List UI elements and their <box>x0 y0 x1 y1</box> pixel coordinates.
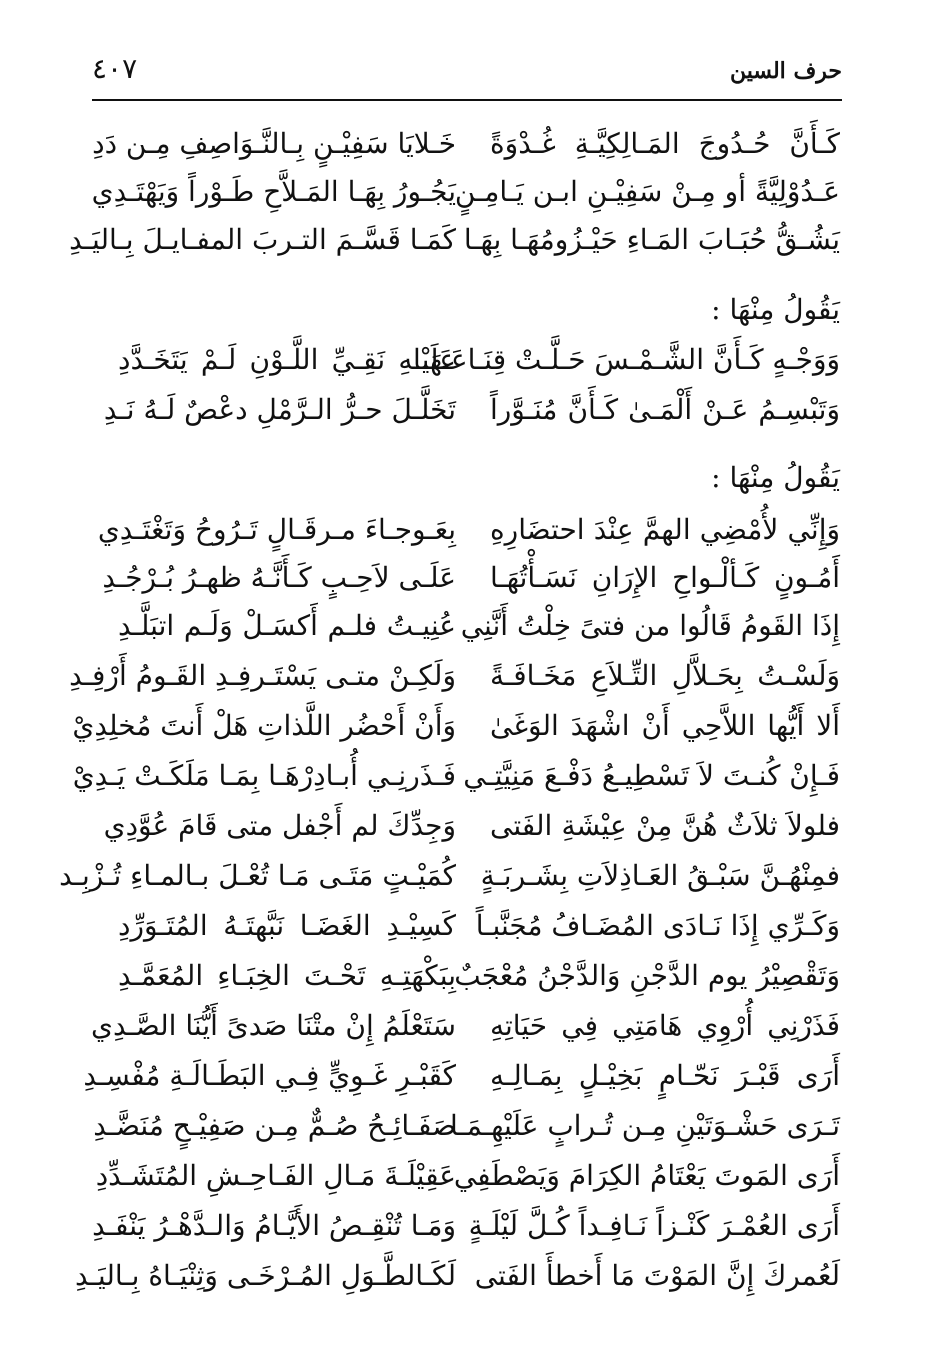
verse-second-hemistich: لَكَـالطَّـوَلِ المُـرْخَـى وَثِنْيَـاهُ بِـاليَـدِ <box>75 1259 456 1292</box>
verse-first-hemistich: فلولاَ ثلاَثٌ هُنَّ مِنْ عِيْشَةِ الفَتى <box>490 809 840 842</box>
verse-first-hemistich: أَرَى المَوتَ يَعْتَامُ الكِرَامَ وَيَصْطَفِي <box>453 1159 840 1192</box>
section-intro: يَقُولُ مِنْهَا : <box>711 461 840 494</box>
verse-second-hemistich: عُنِيـتُ فلـم أَكسَـلْ وَلَـم اتبَلَّـدِ <box>118 609 456 642</box>
verse-first-hemistich: وَإِنِّي لأُمْضِي الهمَّ عِنْدَ احتضَارِهِ <box>490 513 840 546</box>
verse-first-hemistich: وَلَسْـتُ بِحَـلاَّلِ التِّـلاَعِ مَخَـافَـةً <box>490 659 840 692</box>
verse-second-hemistich: كَقَبْـرِ غَـوِيٍّ فِـي البَطَـالَـةِ مُفْسِـدِ <box>83 1059 456 1092</box>
verse-second-hemistich: سَتَعْلَمُ إِنْ متْنَا صَدىً أَيُّنَا الصَّـدِي <box>91 1009 456 1042</box>
verse-second-hemistich: عَلَـى لاَحِـبٍ كَـأَنَّـهُ ظهـرُ بُـرْجُـدِ <box>102 561 456 594</box>
verse-first-hemistich: أَرَى قَبْـرَ نَحّـامٍ بَخِيْـلٍ بِمَـالِـهِ <box>490 1059 840 1092</box>
verse-first-hemistich: وَوَجْـهٍ كَـأَنَّ الشَّـمْـسَ حَـلَّـتْ قِنَـاعَـهَـا <box>413 343 840 376</box>
verse-first-hemistich: أَمُـونٍ كَـألْـواحِ الإِرَانِ نَسَـأْتُهَـا <box>490 561 840 594</box>
verse-second-hemistich: كَمَـا قَسَّـمَ التـربَ المفـايـلَ بِـاليَـدِ <box>69 223 456 256</box>
verse-first-hemistich: إِذَا القَومُ قَالُوا من فتىً خِلْتُ أَنَّنِي <box>460 609 840 642</box>
verse-first-hemistich: أَلا أَيُّها اللاَّحِي أَنْ اشْهَدَ الوَغَىٰ <box>490 709 840 742</box>
verse-first-hemistich: كَـأَنَّ حُـدُوجَ المَـالِكِيَّـةِ غُـدْوَةً <box>490 127 840 160</box>
verse-second-hemistich: عَقِيْلَـةَ مَـالِ الفَـاحِـشِ المُتَشَـدِّدِ <box>95 1159 456 1192</box>
verse-second-hemistich: كَسِيْـدِ الغَضَـا نَبَّهتَـهُ المُتَـوَرِّدِ <box>118 909 456 942</box>
verse-second-hemistich: عَلَيْـهِ نَقِـيِّ اللَّـوْنِ لَـمْ يَتَخَـدَّدِ <box>118 343 456 376</box>
verse-first-hemistich: عَـدُوْلِيَّةً أو مِـنْ سَفِيْـنِ ابـن يَـامِـنٍ <box>454 175 840 208</box>
verse-first-hemistich: وَتَبْسِـمُ عَـنْ أَلْمَـىٰ كَـأَنَّ مُنَـوَّراً <box>490 393 840 426</box>
verse-second-hemistich: كُمَيْـتٍ مَتَـى مَـا تُعْـلَ بـالمـاءِ تُـزْبِـد <box>59 859 456 892</box>
verse-second-hemistich: يَجُـورُ بِهَـا المَـلاَّحِ طَـوْراً وَيَهْتَـدِي <box>91 175 456 208</box>
verse-second-hemistich: فَـذَرنِـي أُبـادِرْهَـا بِمَـا مَلَكَـتْ يَـدِيْ <box>72 759 456 792</box>
verse-first-hemistich: وَتَقْصِيْرُ يوم الدَّجْنِ وَالدَّجْنُ مُعْجَبٌ <box>454 959 840 992</box>
verse-second-hemistich: صَفَـائِـحُ صُـمٌّ مِـن صَفِيْـحٍ مُنَضَّـدِ <box>93 1109 456 1142</box>
verse-first-hemistich: تَـرَى حَشْـوَتَيْنِ مِـن تُـرابٍ عَلَيْهِـمَـا <box>449 1109 840 1142</box>
verse-second-hemistich: وَجِدِّكَ لم أَجْفل متى قَامَ عُوَّدِي <box>103 809 456 842</box>
page-number: ٤٠٧ <box>92 52 138 85</box>
verse-second-hemistich: وَمَـا تُنْقِـصُ الأَيَّـامُ وَالـدَّهْـرُ يَنْفَـدِ <box>92 1209 456 1242</box>
verse-first-hemistich: لَعُمركَ إِنَّ المَوْتَ مَا أَخطأَ الفَتى <box>474 1259 840 1292</box>
verse-second-hemistich: وَلَكِـنْ متـى يَسْتَـرفِـدِ القَـومُ أَرْفِـدِ <box>69 659 456 692</box>
verse-second-hemistich: بِعَـوجـاءَ مـرقَـالٍ تَـرُوحُ وَتَغْتَـدِي <box>97 513 456 546</box>
chapter-title: حرف السين <box>729 58 842 84</box>
verse-first-hemistich: فمِنْهُـنَّ سَبْـقُ العَـاذِلاَتِ بِشَـربَـةٍ <box>480 859 840 892</box>
verse-first-hemistich: فَذَرْنِي أُرْوِي هَامَتِي فِي حَيَاتِهِ <box>490 1009 840 1042</box>
verse-first-hemistich: وَكَـرِّي إِذَا نَـادَى المُضَـافُ مُجَنَّبـاً <box>475 909 840 942</box>
verse-second-hemistich: خَـلايَا سَفِيْـنٍ بِـالنَّـوَاصِفِ مِـن دَدِ <box>92 127 456 160</box>
verse-first-hemistich: يَشُـقُّ حُبَـابَ المَـاءِ حَيْـزُومُهَـا بِهَـا <box>463 223 840 256</box>
verse-second-hemistich: بِبَكْهَتِـهِ تَحْـتَ الخِبَـاءِ المُعَمَّـدِ <box>118 959 456 992</box>
verse-first-hemistich: أَرَى العُمْـرَ كَنْـزاً نَـافِـداً كُـلَّ لَيْلَـةٍ <box>468 1209 840 1242</box>
verse-second-hemistich: تَخَلَّـلَ حـرُّ الـرَّمْلِ دعْصٌ لَـهُ نَـدِ <box>103 393 456 426</box>
verse-first-hemistich: فَـإِنْ كُنـتَ لاَ تَسْطِيـعُ دَفْـعَ مَنِيَّتِـي <box>463 759 840 792</box>
verse-second-hemistich: وَأَنْ أَحْضُر اللَّذاتِ هَلْ أَنتَ مُخلِدِيْ <box>72 709 456 742</box>
section-intro: يَقُولُ مِنْهَا : <box>711 293 840 326</box>
